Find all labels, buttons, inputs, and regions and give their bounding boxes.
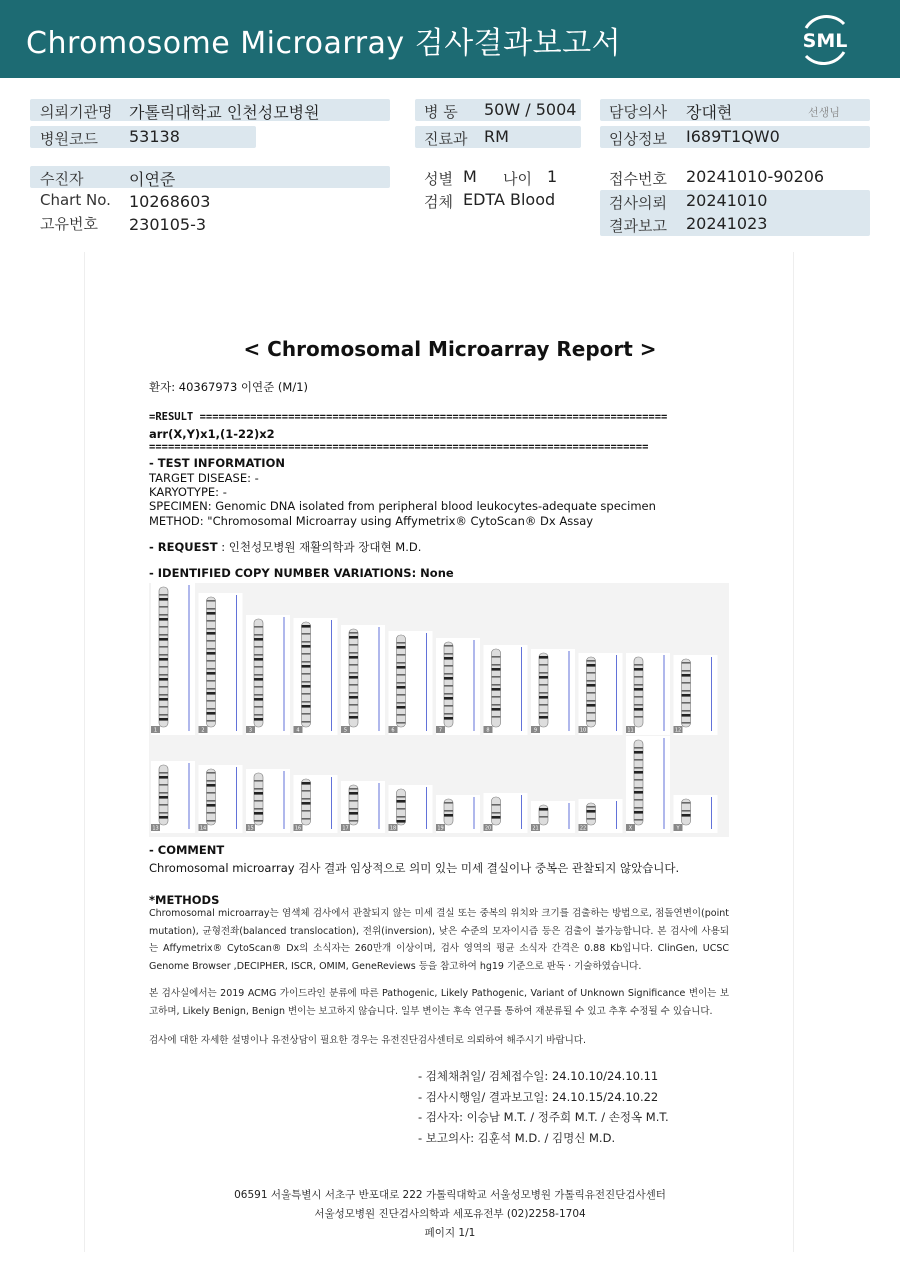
chromosome-2	[199, 593, 243, 735]
report-date-label: 결과보고	[609, 217, 667, 235]
chromosome-14	[199, 765, 243, 833]
receipt-value: 20241010-90206	[686, 167, 825, 186]
chromosome-22	[579, 799, 623, 833]
chromosome-15	[246, 769, 290, 833]
chromosome-label: 12	[674, 727, 682, 734]
chromosome-label: 9	[533, 727, 538, 734]
chromosome-13	[151, 761, 195, 833]
sign-technicians: - 검사자: 이승남 M.T. / 정주희 M.T. / 손정옥 M.T.	[418, 1110, 669, 1124]
chromosome-label: 11	[627, 727, 634, 734]
doctor-value: 장대현	[686, 103, 733, 122]
chromosome-19	[436, 795, 480, 833]
chromosome-X	[626, 736, 670, 833]
receipt-label: 접수번호	[609, 170, 667, 188]
age-label: 나이	[503, 170, 532, 188]
svg-text:SML: SML	[802, 30, 848, 52]
chromosome-label: 1	[153, 727, 158, 734]
institution-label: 의뢰기관명	[40, 103, 113, 121]
chromosome-12	[674, 655, 718, 735]
result-value: arr(X,Y)x1,(1-22)x2	[149, 427, 275, 441]
sign-sample-dates: - 검체채취일/ 검체접수일: 24.10.10/24.10.11	[418, 1069, 659, 1083]
comment-text: Chromosomal microarray 검사 결과 임상적으로 의미 있는 미세 결실이나 중복은 관찰되지 않았습니다.	[149, 861, 680, 875]
methods-paragraph-1: Chromosomal microarray는 염색체 검사에서 관찰되지 않는 미세 결실 또는 중복의 위치와 크기를 검출하는 방법으로, 점돌연변이(point mutation), 균형전좌(balanced translocation), 전위(inversion), 낮은 수준의 모자이시즘 등은 검출이 불가능합니다. 본 검사에 사용되는 Affymetrix® CytoScan® Dx의 소식자는 260만개 이상이며, 검사 영역의 평균 소식자 간격은 0.88 Kb입니다. ClinGen, UCSC Genome Browser ,DECIPHER, ISCR, OMIM, GeneReviews 등을 참고하여 hg19 기준으로 판독 · 기술하였습니다.	[149, 908, 729, 972]
chromosome-16	[294, 775, 338, 833]
karyotype: KARYOTYPE: -	[149, 485, 227, 499]
uid-value: 230105-3	[129, 215, 207, 234]
specimen-label: 검체	[424, 193, 453, 211]
chromosome-label: 8	[486, 727, 490, 734]
footer-department: 서울성모병원 진단검사의학과 세포유전부 (02)2258-1704	[314, 1208, 586, 1220]
chromosome-label: 6	[391, 727, 395, 734]
chromosome-label: 22	[579, 825, 587, 832]
cnv-heading: - IDENTIFIED COPY NUMBER VARIATIONS: None	[149, 566, 454, 580]
doctor-label: 담당의사	[609, 103, 667, 121]
request-date-value: 20241010	[686, 191, 768, 210]
institution-value: 가톨릭대학교 인천성모병원	[129, 103, 320, 122]
patient-line: 환자: 40367973 이연준 (M/1)	[149, 380, 309, 394]
chromosome-label: 3	[248, 727, 253, 734]
ward-value: 50W / 5004	[484, 100, 577, 119]
chromosome-label: 4	[296, 727, 300, 734]
request-date-label: 검사의뢰	[609, 194, 667, 212]
test-info-heading: - TEST INFORMATION	[149, 456, 285, 470]
dept-value: RM	[484, 127, 509, 146]
request-line	[149, 539, 421, 555]
chromosome-11	[626, 653, 670, 735]
request-value: : 인천성모병원 재활의학과 장대현 M.D.	[221, 540, 422, 554]
hospital-code-label: 병원코드	[40, 130, 98, 148]
methods-paragraph-3: 검사에 대한 자세한 설명이나 유전상담이 필요한 경우는 유전진단검사센터로 의뢰하여 해주시기 바랍니다.	[149, 1035, 587, 1046]
chromosome-label: 13	[152, 825, 159, 832]
chromosome-7	[436, 638, 480, 735]
chromosome-label: 17	[342, 825, 349, 832]
chromosome-label: 10	[579, 727, 587, 734]
chromosome-9	[531, 649, 575, 735]
doctor-suffix: 선생님	[808, 106, 840, 119]
patient-value: 이연준	[129, 170, 176, 189]
methods-paragraph-2: 본 검사실에서는 2019 ACMG 가이드라인 분류에 따른 Pathogenic, Likely Pathogenic, Variant of Unknown Significance 변이는 보고하며, Likely Benign, Benign 변이는 보고하지 않습니다. 일부 변이는 후속 연구를 통하여 재분류될 수 있고 추후 수정될 수 있습니다.	[149, 988, 729, 1017]
chromosome-Y	[674, 795, 718, 833]
hospital-code-value: 53138	[129, 127, 180, 146]
request-heading: - REQUEST	[149, 540, 218, 554]
age-value: 1	[547, 167, 558, 186]
chromosome-label: 5	[343, 727, 348, 734]
chromosome-label: 21	[532, 825, 539, 832]
chromosome-label: 7	[438, 727, 443, 734]
chromosome-label: 2	[201, 727, 205, 734]
sml-logo	[796, 12, 854, 68]
result-line: =RESULT ==========================================================================	[149, 411, 668, 423]
target-disease: TARGET DISEASE: -	[149, 471, 259, 485]
chromosome-5	[341, 625, 385, 735]
sex-value: M	[463, 167, 477, 186]
method-line: METHOD: "Chromosomal Microarray using Affymetrix® CytoScan® Dx Assay	[149, 514, 594, 528]
chromosome-17	[341, 781, 385, 833]
chromosome-18	[389, 785, 433, 833]
uid-label: 고유번호	[40, 215, 98, 233]
chromosome-label: 16	[294, 825, 302, 832]
sign-physicians: - 보고의사: 김훈석 M.D. / 김명신 M.D.	[418, 1131, 616, 1145]
specimen-value: EDTA Blood	[463, 190, 556, 209]
chromosome-label: 18	[389, 825, 397, 832]
karyogram-svg	[149, 583, 729, 837]
chromosome-3	[246, 615, 290, 735]
chromosome-1	[151, 583, 195, 735]
chromosome-20	[484, 793, 528, 833]
chromosome-21	[531, 801, 575, 833]
clinical-value: I689T1QW0	[686, 127, 780, 146]
chromosome-6	[389, 631, 433, 735]
chromosome-label: Y	[676, 825, 680, 832]
patient-label: 수진자	[40, 170, 84, 188]
footer-page: 페이지 1/1	[424, 1227, 476, 1239]
chart-value: 10268603	[129, 192, 211, 211]
report-date-value: 20241023	[686, 214, 768, 233]
clinical-label: 임상정보	[609, 130, 667, 148]
chart-label: Chart No.	[40, 191, 111, 209]
report-header	[0, 0, 900, 78]
dept-label: 진료과	[424, 130, 468, 148]
specimen-line: SPECIMEN: Genomic DNA isolated from peripheral blood leukocytes-adequate specimen	[149, 499, 656, 513]
chromosome-label: 14	[199, 825, 207, 832]
chromosome-8	[484, 645, 528, 735]
methods-heading: *METHODS	[149, 893, 220, 907]
chromosome-label: 20	[484, 825, 492, 832]
karyogram	[149, 583, 729, 837]
comment-heading: - COMMENT	[149, 843, 225, 857]
footer-address: 06591 서울특별시 서초구 반포대로 222 가톨릭대학교 서울성모병원 가톨릭유전진단검사센터	[234, 1189, 666, 1201]
chromosome-label: X	[628, 825, 633, 832]
report-title: < Chromosomal Microarray Report >	[243, 337, 657, 361]
chromosome-label: 15	[247, 825, 254, 832]
chromosome-10	[579, 653, 623, 735]
sex-label: 성별	[424, 170, 453, 188]
ward-label: 병 동	[424, 103, 458, 121]
chromosome-4	[294, 618, 338, 735]
result-divider: ===============================================================================	[149, 441, 649, 453]
report-header-title: Chromosome Microarray 검사결과보고서	[26, 26, 622, 61]
sign-test-dates: - 검사시행일/ 결과보고일: 24.10.15/24.10.22	[418, 1090, 659, 1104]
chromosome-label: 19	[437, 825, 444, 832]
